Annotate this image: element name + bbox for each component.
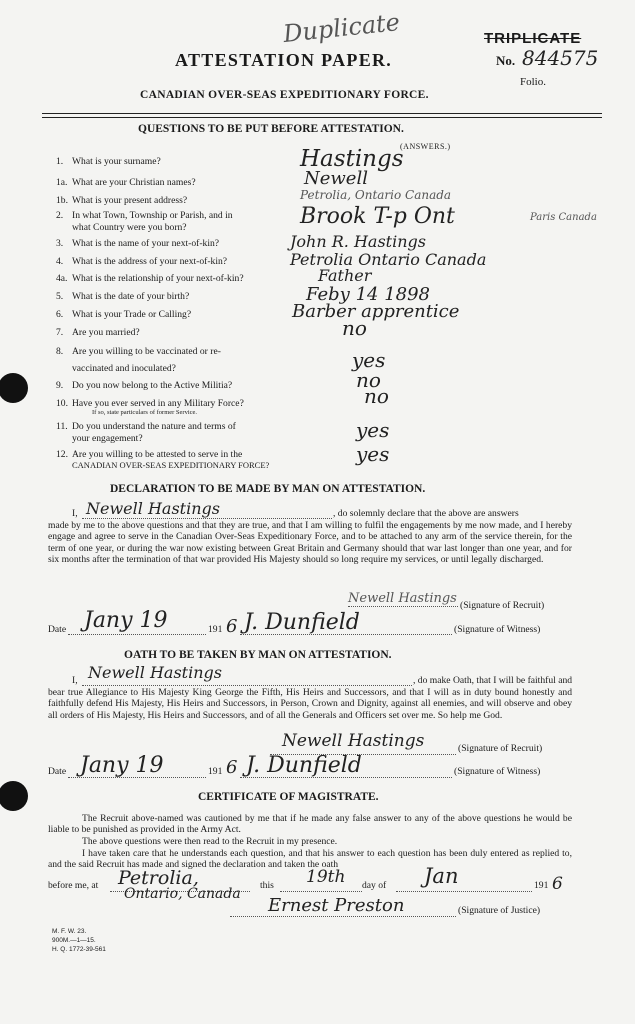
certificate-justice-line bbox=[230, 916, 456, 917]
declaration-date-label: Date bbox=[48, 624, 67, 635]
declaration-date: Jany 19 bbox=[84, 608, 168, 633]
answer-next-of-kin-address: Petrolia Ontario Canada bbox=[290, 250, 487, 269]
page-title: ATTESTATION PAPER. bbox=[175, 50, 393, 70]
oath-recruit-label: (Signature of Recruit) bbox=[458, 743, 543, 754]
certificate-justice-signature: Ernest Preston bbox=[268, 895, 405, 916]
hq-reference: H. Q. 1772-39-561 bbox=[52, 946, 106, 953]
question-2-continued: what Country were you born? bbox=[72, 222, 187, 233]
answer-vaccinated: yes bbox=[352, 348, 386, 372]
oath-year-suffix: 6 bbox=[226, 757, 238, 778]
question-5: 5. What is the date of your birth? bbox=[56, 291, 190, 302]
answer-birthplace-country: Paris Canada bbox=[530, 212, 597, 223]
declaration-heading: DECLARATION TO BE MADE BY MAN ON ATTESTATION. bbox=[110, 483, 426, 495]
declaration-body: made by me to the above questions and that they are true, and that I am willing to fulfil the engagements by me now made, and I hereby engage and agree to serve in the Canadian Over-Seas Expeditionary Force, and to be attached to any arm of the service therein, for the term of one year, or during the war now existing between Great Britain and Germany should that war last longer than one year, and for six months after the termination of that war provided His Majesty should so long require my services, or until legally discharged. bbox=[48, 520, 572, 566]
regimental-number: 844575 bbox=[522, 46, 599, 70]
triplicate-stamp: TRIPLICATE bbox=[484, 30, 582, 47]
declaration-year-prefix: 191 bbox=[208, 624, 223, 635]
oath-name: Newell Hastings bbox=[88, 663, 222, 682]
certificate-place: Petrolia, bbox=[118, 867, 199, 889]
print-run: 900M.—1—15. bbox=[52, 937, 96, 944]
oath-witness-signature: J. Dunfield bbox=[246, 753, 362, 778]
question-10: 10. Have you ever served in any Military Force? bbox=[56, 398, 244, 409]
question-8-continued: vaccinated and inoculated? bbox=[72, 363, 176, 374]
declaration-year-suffix: 6 bbox=[226, 616, 238, 637]
certificate-heading: CERTIFICATE OF MAGISTRATE. bbox=[198, 791, 379, 803]
punch-hole-top bbox=[0, 373, 28, 403]
certificate-year-prefix: 191 bbox=[534, 880, 549, 891]
oath-year-prefix: 191 bbox=[208, 766, 223, 777]
answers-label: (ANSWERS.) bbox=[400, 142, 451, 151]
certificate-place-province: Ontario, Canada bbox=[124, 886, 241, 902]
declaration-recruit-label: (Signature of Recruit) bbox=[460, 600, 545, 611]
declaration-witness-signature: J. Dunfield bbox=[244, 610, 360, 635]
oath-date: Jany 19 bbox=[80, 753, 164, 778]
questions-heading: QUESTIONS TO BE PUT BEFORE ATTESTATION. bbox=[138, 123, 404, 135]
oath-date-line bbox=[68, 777, 206, 778]
question-6: 6. What is your Trade or Calling? bbox=[56, 309, 192, 320]
question-3: 3. What is the name of your next-of-kin? bbox=[56, 238, 220, 249]
certificate-justice-label: (Signature of Justice) bbox=[458, 905, 541, 916]
certificate-paragraph-1: The Recruit above-named was cautioned by me that if he made any false answer to any of the above questions he would be liable to be punished as provided in the Army Act. bbox=[48, 813, 572, 836]
regimental-number-label: No. bbox=[496, 53, 516, 68]
form-code: M. F. W. 23. bbox=[52, 928, 87, 935]
answer-trade: Barber apprentice bbox=[292, 301, 460, 322]
question-4: 4. What is the address of your next-of-kin? bbox=[56, 256, 228, 267]
certificate-paragraph-2: The above questions were then read to the Recruit in my presence. bbox=[82, 836, 338, 847]
answer-date-of-birth: Feby 14 1898 bbox=[306, 284, 431, 305]
header-rule-1 bbox=[42, 113, 602, 114]
question-4a: 4a. What is the relationship of your next-of-kin? bbox=[56, 273, 244, 284]
answer-active-militia: no bbox=[356, 368, 381, 392]
declaration-prefix: I, bbox=[72, 508, 78, 519]
declaration-witness-line bbox=[240, 634, 452, 635]
certificate-year-suffix: 6 bbox=[552, 874, 563, 894]
question-1b: 1b. What is your present address? bbox=[56, 195, 188, 206]
answer-military-force: no bbox=[364, 384, 389, 408]
oath-body-start: , do make Oath, that I will be faithful and bbox=[413, 675, 573, 686]
declaration-name-line bbox=[82, 518, 332, 519]
oath-heading: OATH TO BE TAKEN BY MAN ON ATTESTATION. bbox=[124, 649, 392, 661]
certificate-month: Jan bbox=[424, 864, 459, 888]
declaration-recruit-signature: Newell Hastings bbox=[348, 591, 457, 606]
question-12-continued: CANADIAN OVER-SEAS EXPEDITIONARY FORCE? bbox=[72, 460, 270, 470]
question-1a: 1a. What are your Christian names? bbox=[56, 177, 196, 188]
header-rule-2 bbox=[42, 117, 602, 118]
folio-label: Folio. bbox=[520, 76, 546, 88]
declaration-witness-label: (Signature of Witness) bbox=[454, 624, 541, 635]
oath-prefix: I, bbox=[72, 675, 78, 686]
oath-witness-line bbox=[240, 777, 452, 778]
answer-willing-to-serve: yes bbox=[356, 442, 390, 466]
question-10-note: If so, state particulars of former Service. bbox=[92, 409, 198, 416]
answer-next-of-kin: John R. Hastings bbox=[290, 232, 426, 251]
declaration-recruit-line bbox=[348, 606, 458, 607]
answer-surname: Hastings bbox=[300, 146, 404, 172]
oath-name-line bbox=[82, 685, 412, 686]
question-11: 11. Do you understand the nature and terms of bbox=[56, 421, 236, 432]
certificate-before-label: before me, at bbox=[48, 880, 99, 891]
question-11-continued: your engagement? bbox=[72, 433, 143, 444]
declaration-body-start: , do solemnly declare that the above are answers bbox=[333, 508, 519, 519]
declaration-date-line bbox=[68, 634, 206, 635]
certificate-day-line bbox=[280, 891, 362, 892]
declaration-name: Newell Hastings bbox=[86, 499, 220, 518]
question-9: 9. Do you now belong to the Active Militia? bbox=[56, 380, 233, 391]
question-8: 8. Are you willing to be vaccinated or re- bbox=[56, 346, 221, 357]
oath-body: bear true Allegiance to His Majesty King George the Fifth, His Heirs and Successors, and that I will as in duty bound honestly and faithfully defend His Majesty, His Heirs and Successors, in Person, Crown and Dignity, against all enemies, and will observe and obey all orders of His Majesty, His Heirs and Successors, and of all the Generals and Officers set over me. So help me God. bbox=[48, 687, 572, 721]
answer-married: no bbox=[342, 316, 367, 340]
answer-christian-names: Newell bbox=[304, 168, 368, 189]
answer-birthplace: Brook T-p Ont bbox=[300, 204, 455, 229]
question-7: 7. Are you married? bbox=[56, 327, 140, 338]
answer-relationship: Father bbox=[318, 266, 372, 285]
certificate-dayof-label: day of bbox=[362, 880, 387, 891]
answer-present-address: Petrolia, Ontario Canada bbox=[300, 188, 452, 202]
certificate-month-line bbox=[396, 891, 532, 892]
question-1: 1. What is your surname? bbox=[56, 156, 161, 167]
certificate-this-label: this bbox=[260, 880, 274, 891]
oath-witness-label: (Signature of Witness) bbox=[454, 766, 541, 777]
certificate-paragraph-3: I have taken care that he understands each question, and that his answer to each question has been duly entered as replied to, and the said Recruit has made and signed the declaration and taken the oath bbox=[48, 848, 572, 871]
certificate-day: 19th bbox=[306, 867, 346, 887]
top-scribble: Duplicate bbox=[281, 7, 402, 49]
page-subtitle: CANADIAN OVER-SEAS EXPEDITIONARY FORCE. bbox=[140, 89, 429, 101]
punch-hole-bottom bbox=[0, 781, 28, 811]
answer-understand-terms: yes bbox=[356, 418, 390, 442]
question-2: 2. In what Town, Township or Parish, and in bbox=[56, 210, 233, 221]
question-12: 12. Are you willing to be attested to serve in the bbox=[56, 449, 243, 460]
oath-date-label: Date bbox=[48, 766, 67, 777]
oath-recruit-signature: Newell Hastings bbox=[282, 731, 425, 751]
